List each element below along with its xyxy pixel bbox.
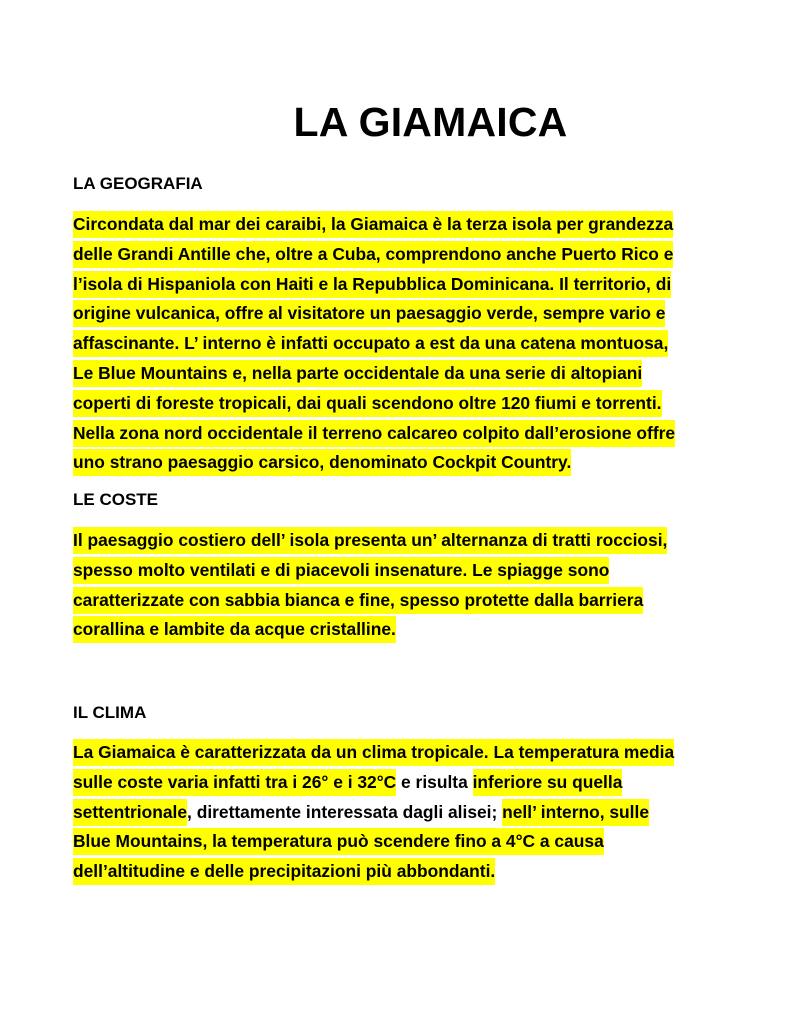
section-heading-coste: LE COSTE (73, 490, 159, 509)
text-segment-highlighted: sulle coste varia infatti tra i 26° e i 32°C (73, 769, 396, 796)
text-line: Le Blue Mountains e, nella parte occidentale da una serie di altopiani (73, 360, 642, 387)
text-line: delle Grandi Antille che, oltre a Cuba, comprendono anche Puerto Rico e (73, 241, 673, 268)
page-title: LA GIAMAICA (293, 99, 568, 145)
text-line: spesso molto ventilati e di piacevoli insenature. Le spiagge sono (73, 557, 609, 584)
text-line: uno strano paesaggio carsico, denominato Cockpit Country. (73, 449, 571, 476)
section-heading-geografia: LA GEOGRAFIA (73, 174, 203, 193)
text-line: caratterizzate con sabbia bianca e fine, spesso protette dalla barriera (73, 587, 643, 614)
paragraph-coste (73, 526, 713, 645)
text-line: La Giamaica è caratterizzata da un clima tropicale. La temperatura media (73, 739, 674, 766)
text-line: Il paesaggio costiero dell’ isola presenta un’ alternanza di tratti rocciosi, (73, 527, 667, 554)
text-segment-highlighted: inferiore su quella (473, 769, 623, 796)
section-heading-clima: IL CLIMA (73, 703, 147, 722)
text-line: coperti di foreste tropicali, dai quali scendono oltre 120 fiumi e torrenti. (73, 390, 662, 417)
text-segment-plain: , direttamente interessata dagli alisei; (187, 801, 503, 822)
text-line: affascinante. L’ interno è infatti occupato a est da una catena montuosa, (73, 330, 668, 357)
text-line: Nella zona nord occidentale il terreno calcareo colpito dall’erosione offre (73, 420, 675, 447)
text-line: dell’altitudine e delle precipitazioni più abbondanti. (73, 858, 495, 885)
text-segment-plain: e risulta (396, 771, 473, 792)
text-line: l’isola di Hispaniola con Haiti e la Repubblica Dominicana. Il territorio, di (73, 271, 671, 298)
text-line: Circondata dal mar dei caraibi, la Giamaica è la terza isola per grandezza (73, 211, 673, 238)
text-line: corallina e lambite da acque cristalline. (73, 616, 396, 643)
text-line: origine vulcanica, offre al visitatore un paesaggio verde, sempre vario e (73, 300, 665, 327)
paragraph-clima (73, 738, 713, 887)
paragraph-geografia (73, 210, 713, 478)
text-line: Blue Mountains, la temperatura può scendere fino a 4°C a causa (73, 828, 604, 855)
text-segment-highlighted: nell’ interno, sulle (502, 799, 649, 826)
text-segment-highlighted: settentrionale (73, 799, 187, 826)
